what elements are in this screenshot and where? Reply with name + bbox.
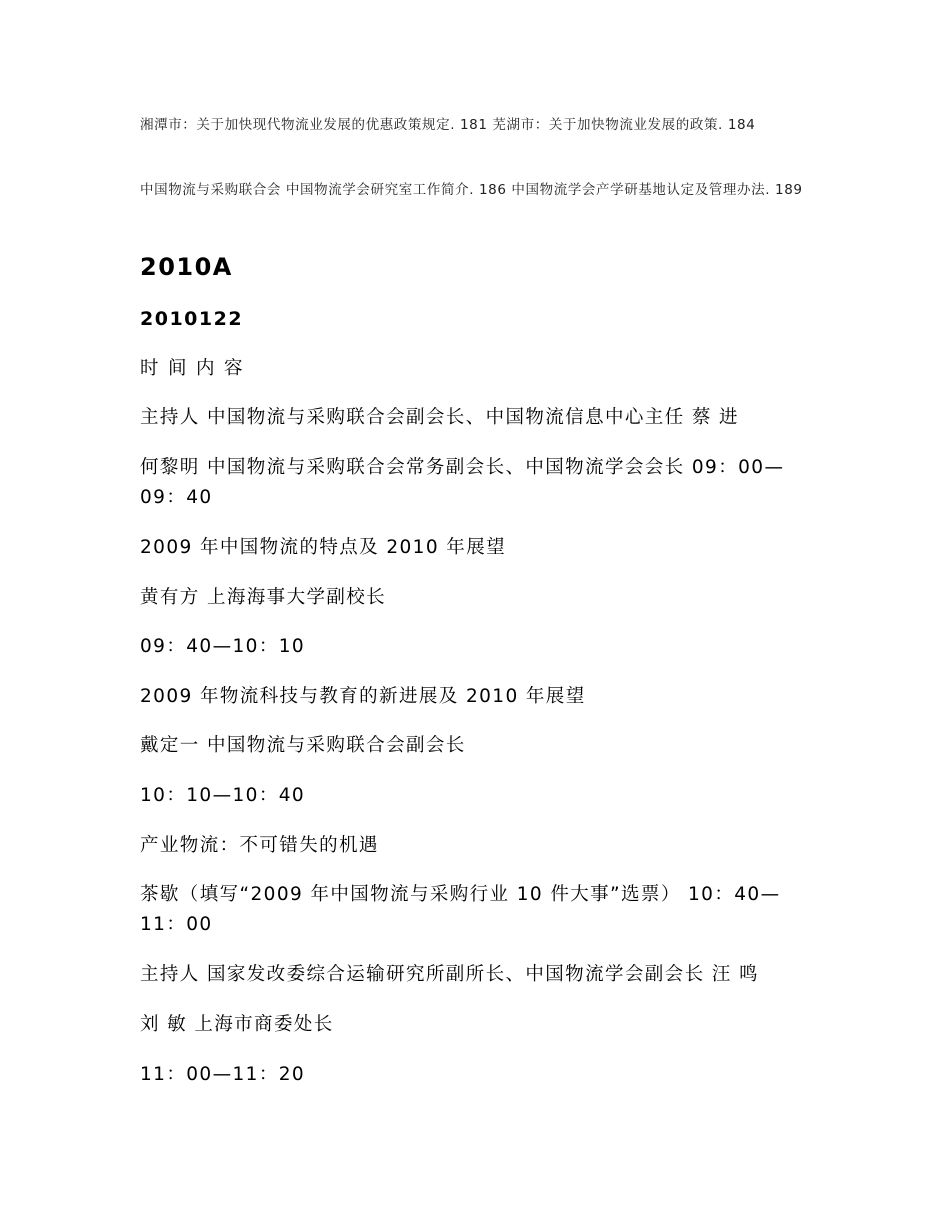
subsection-heading: 2010122	[140, 308, 244, 330]
toc-paragraph-2: 中国物流与采购联合会 中国物流学会研究室工作简介. 186 中国物流学会产学研基地认定及管理办法. 189	[140, 182, 803, 198]
schedule-line: 11：00—11：20	[140, 1064, 306, 1085]
schedule-line: 2009 年物流科技与教育的新进展及 2010 年展望	[140, 686, 586, 707]
schedule-line: 产业物流：不可错失的机遇	[140, 835, 379, 856]
schedule-line: 2009 年中国物流的特点及 2010 年展望	[140, 537, 507, 558]
schedule-line: 黄有方 上海海事大学副校长	[140, 587, 387, 608]
schedule-line: 何黎明 中国物流与采购联合会常务副会长、中国物流学会会长 09：00—09：40	[140, 457, 785, 508]
toc-paragraph-1: 湘潭市：关于加快现代物流业发展的优惠政策规定. 181 芜湖市：关于加快物流业发展的政策. 184	[140, 117, 756, 133]
schedule-line: 主持人 中国物流与采购联合会副会长、中国物流信息中心主任 蔡 进	[140, 407, 739, 428]
schedule-line: 09：40—10：10	[140, 636, 306, 657]
schedule-line: 10：10—10：40	[140, 785, 306, 806]
schedule-line: 主持人 国家发改委综合运输研究所副所长、中国物流学会副会长 汪 鸣	[140, 964, 759, 985]
schedule-header: 时 间 内 容	[140, 358, 245, 379]
schedule-line: 戴定一 中国物流与采购联合会副会长	[140, 735, 466, 756]
schedule-line: 刘 敏 上海市商委处长	[140, 1014, 334, 1035]
schedule-line: 茶歇（填写“2009 年中国物流与采购行业 10 件大事”选票） 10：40—11：00	[140, 884, 781, 935]
section-heading: 2010A	[140, 253, 233, 281]
